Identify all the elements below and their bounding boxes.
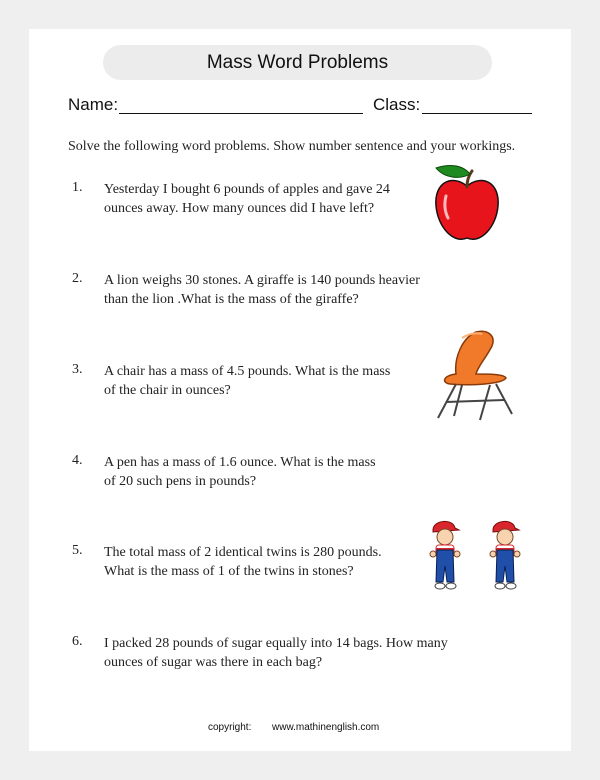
- question-number: 4.: [72, 453, 83, 468]
- copyright-label: copyright:: [208, 722, 252, 733]
- question-number: 6.: [72, 634, 83, 649]
- name-label: Name:: [68, 95, 119, 114]
- question-text: A pen has a mass of 1.6 ounce. What is the mass of 20 such pens in pounds?: [104, 455, 376, 489]
- worksheet-title: Mass Word Problems: [103, 45, 492, 80]
- question-number: 2.: [72, 271, 83, 286]
- question-number: 3.: [72, 362, 83, 377]
- twins-icon: [425, 518, 529, 598]
- class-blank-line: [422, 113, 532, 114]
- question-number: 5.: [72, 543, 83, 558]
- copyright-site: www.mathinenglish.com: [272, 722, 380, 733]
- chair-icon: [432, 330, 514, 422]
- question-text: I packed 28 pounds of sugar equally into 14 bags. How many ounces of sugar was there in each bag?: [104, 636, 448, 670]
- apple-icon: [432, 162, 502, 244]
- name-blank-line: [119, 113, 363, 114]
- question-text: A lion weighs 30 stones. A giraffe is 140 pounds heavier than the lion .What is the mass of the giraffe?: [104, 273, 420, 307]
- instructions: Solve the following word problems. Show number sentence and your workings.: [68, 139, 516, 154]
- question-number: 1.: [72, 180, 83, 195]
- question-text: Yesterday I bought 6 pounds of apples and gave 24 ounces away. How many ounces did I have left?: [104, 182, 390, 216]
- question-text: A chair has a mass of 4.5 pounds. What is the mass of the chair in ounces?: [104, 364, 391, 398]
- question-text: The total mass of 2 identical twins is 280 pounds. What is the mass of 1 of the twins in stones?: [104, 545, 382, 579]
- class-label: Class:: [373, 95, 421, 114]
